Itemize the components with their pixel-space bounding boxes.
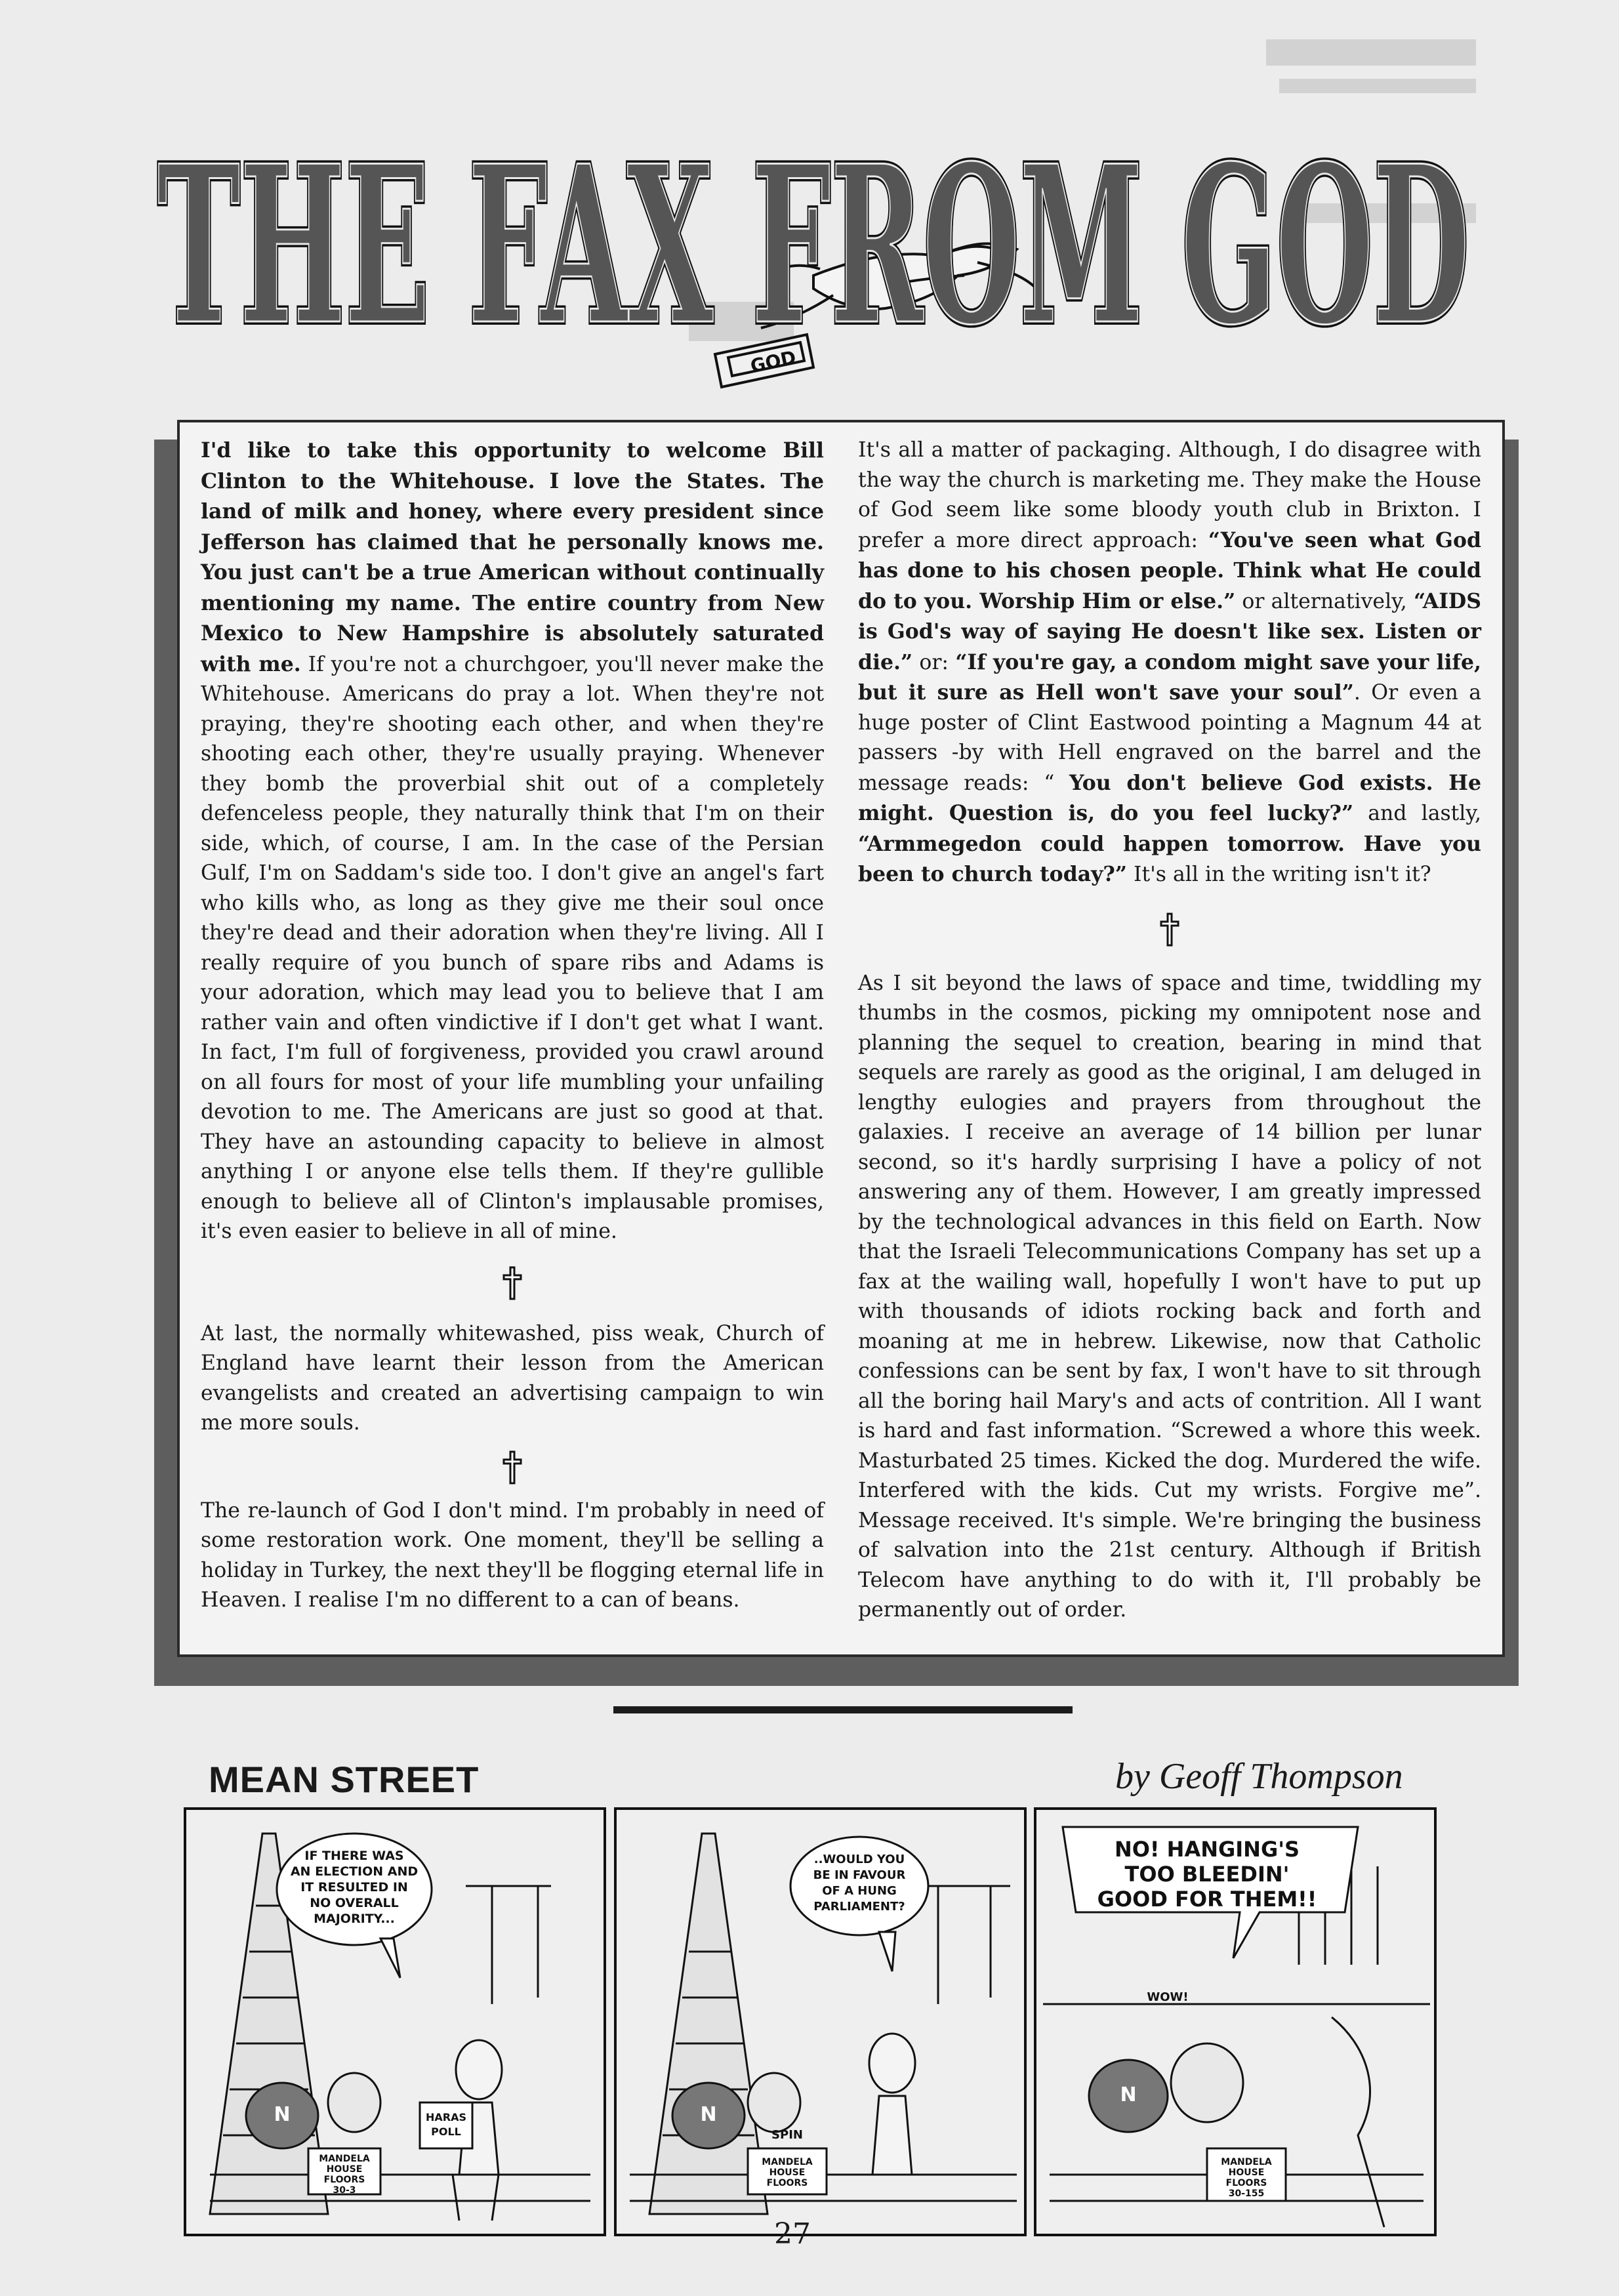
cap-letter-2: N (700, 2103, 717, 2126)
comic-strip-title: MEAN STREET (209, 1759, 480, 1800)
comic-panel-2 (615, 1809, 1025, 2235)
cross-divider (201, 1247, 824, 1319)
paragraph-fax: As I sit beyond the laws of space and time, twiddling my thumbs in the cosmos, picking my omnipotent nose and planning the sequel to creation, bearing in mind that sequels are rarely as good as the original, I am deluged in lengthy eulogies and prayers from throughout the galaxies. I receive an average of 14 billion per lunar second, so it's hardly surprising I have a policy of not answering any of them. However, I am greatly impressed by the technological advances in this field on Earth. Now that the Israeli Telecommunications Company has set up a fax at the wailing wall, hopefully I won't have to put up with thousands of idiots rocking back and forth and moaning at me in hebrew. Likewise, now that Catholic confessions can be sent by fax, I won't have to sit through all the boring hail Mary's and acts of contrition. All I want is hard and fast information. “Screwed a whore this week. Masturbated 25 times. Kicked the dog. Murdered the wife. Interfered with the kids. Cut my wrists. Forgive me”. Message received. It's simple. We're bringing the business of salvation into the 21st century. Although if British Telecom have anything to do with it, I'll probably be permanently out of order. (858, 971, 1481, 1622)
article-box (177, 420, 1505, 1657)
speech-1-line: IT RESULTED IN (300, 1880, 408, 1895)
intro-text: If you're not a churchgoer, you'll never make the Whitehouse. Americans do pray a lot. When they're not praying, they're shooting each other, and when they're shooting each other, they're usually praying. Whenever they bomb the proverbial shit out of a completely defenceless people, they naturally think that I'm on their side, which, of course, I am. In the case of the Persian Gulf, I'm on Saddam's side too. I don't give an angel's fart who kills who, as long as they give me their soul once they're dead and their adoration when they're living. All I really require of you bunch of spare ribs and Adams is your adoration, which may lead you to believe that I am rather vain and often vindictive if I don't get what I want. In fact, I'm full of forgiveness, provided you crawl around on all fours for most of your life mumbling your unfailing devotion to me. The Americans are just so good at that. They have an astounding capacity to believe in almost anything I or anyone else tells them. If they're gullible enough to believe all of Clinton's implausable promises, it's even easier to believe in all of mine. (201, 652, 824, 1243)
speech-3-line: NO! HANGING'S (1114, 1837, 1300, 1862)
text-span: It's all in the writing isn't it? (1127, 863, 1431, 886)
paragraph-relaunch: The re-launch of God I don't mind. I'm probably in need of some restoration work. One moment, they'll be selling a holiday in Turkey, the next they'll be flogging eternal life in Heaven. I realise I'm no different to a can of beans. (201, 1498, 824, 1612)
sign-3-line: HOUSE (1228, 2167, 1265, 2178)
paragraph-church-of-england: At last, the normally whitewashed, piss weak, Church of England have learnt their lesson from the American evangelists and created an advertising campaign to win me more souls. (201, 1321, 824, 1435)
sign-2-line: MANDELA (762, 2157, 813, 2167)
sign-1-line: HOUSE (326, 2164, 363, 2175)
speech-1-line: AN ELECTION AND (290, 1864, 419, 1879)
article-title: THE FAX FROM GOD (157, 118, 1469, 373)
sign-1-line: MANDELA (319, 2154, 370, 2164)
sign-2-line: HOUSE (769, 2167, 806, 2178)
speech-2-line: ..WOULD YOU (813, 1853, 905, 1866)
sign-3-line: 30-155 (1228, 2188, 1265, 2199)
clipboard-line: HARAS (426, 2111, 466, 2123)
slogan-4: You don't believe God exists. He might. Question is, do you feel lucky?” (858, 770, 1481, 825)
speech-1-line: IF THERE WAS (304, 1849, 404, 1863)
text-span: or: (912, 650, 956, 674)
text-span: or alternatively, (1235, 589, 1414, 613)
speech-2-line: PARLIAMENT? (813, 1900, 905, 1914)
text-span: It's all a matter of packaging. Although, I do disagree with the way the church is marketing me. They make the House of God seem like some bloody youth club in Brixton. I prefer a more direct approach: (858, 438, 1481, 552)
comic-byline: by Geoff Thompson (1115, 1756, 1403, 1797)
sign-1-line: 30-3 (333, 2185, 356, 2196)
article-left-column (201, 436, 824, 1616)
cross-icon (501, 1265, 523, 1302)
wow-sfx: WOW! (1147, 1990, 1189, 2004)
speech-2-line: BE IN FAVOUR (813, 1868, 906, 1882)
slogan-3: “If you're gay, a condom might save your life, but it sure as Hell won't save your soul” (858, 649, 1481, 705)
page-number: 27 (774, 2217, 811, 2251)
comic-panel-1 (185, 1809, 605, 2235)
section-divider-rule (613, 1706, 1073, 1713)
cap-letter-3: N (1120, 2083, 1137, 2106)
title-graphic (151, 13, 1489, 420)
sign-1-line: FLOORS (323, 2175, 365, 2185)
speech-3-line: TOO BLEEDIN' (1124, 1862, 1290, 1887)
title-lettering (157, 118, 1469, 373)
article-right-column (858, 436, 1481, 1626)
spin-sfx: SPIN (771, 2128, 803, 2142)
sign-3-line: MANDELA (1221, 2157, 1272, 2167)
speech-1-line: MAJORITY... (314, 1912, 395, 1926)
article-title-outline: THE FAX FROM GOD (157, 118, 1469, 373)
slogan-1: “You've seen what God has done to his chosen people. Think what He could do to you. Worship Him or else.” (858, 527, 1481, 613)
sign-3-line: FLOORS (1225, 2178, 1267, 2188)
text-span: . Or even a huge poster of Clint Eastwood pointing a Magnum 44 at passers -by with Hell engraved on the barrel and the message reads: “ (858, 681, 1481, 795)
speech-3-line: GOOD FOR THEM!! (1097, 1887, 1317, 1912)
cross-icon (501, 1449, 523, 1486)
slogan-5: “Armmegedon could happen tomorrow. Have you been to church today?” (858, 831, 1481, 886)
paragraph-packaging (858, 436, 1481, 890)
speech-1-line: NO OVERALL (310, 1896, 399, 1910)
clipboard-line: POLL (431, 2125, 461, 2138)
text-span: and lastly, (1353, 802, 1481, 825)
comic-strip (184, 1807, 1438, 2240)
comic-panel-3 (1035, 1809, 1435, 2235)
speech-2-line: OF A HUNG (822, 1884, 897, 1898)
slogan-2: “AIDS is God's way of saying He doesn't like sex. Listen or die.” (858, 588, 1481, 674)
cross-icon (1158, 911, 1181, 948)
cross-divider (858, 890, 1481, 969)
sign-2-line: FLOORS (766, 2178, 808, 2188)
cross-divider (201, 1439, 824, 1496)
cap-letter-1: N (274, 2103, 291, 2126)
paragraph-intro (201, 436, 824, 1247)
fax-label: GOD (748, 346, 798, 377)
intro-bold-text: I'd like to take this opportunity to welcome Bill Clinton to the Whitehouse. I love the States. The land of milk and honey, where every president since Jefferson has claimed that he personally knows me. You just can't be a true American without continually mentioning my name. The entire country from New Mexico to New Hampshire is absolutely saturated with me. (201, 438, 824, 676)
